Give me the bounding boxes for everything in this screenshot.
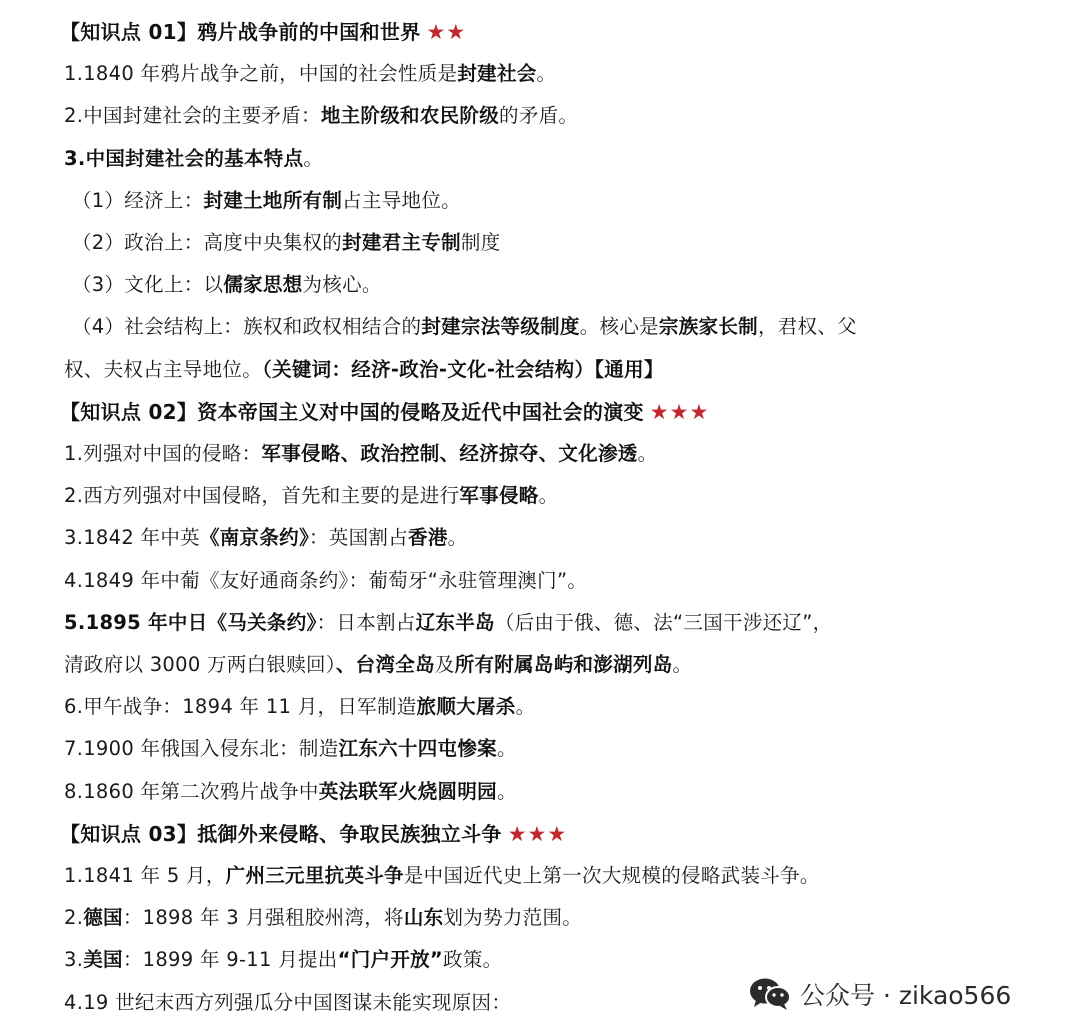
text-run: 2.西方列强对中国侵略，首先和主要的是进行 xyxy=(64,484,460,508)
text-run: （后由于俄、德、法“三国干涉还辽”， xyxy=(494,610,833,634)
text-run: （2）政治上：高度中央集权的 xyxy=(72,231,343,254)
text-run: 1.1841 年 5 月， xyxy=(64,864,226,887)
text-run: 6.甲午战争：1894 年 11 月，日军制造 xyxy=(64,695,417,719)
text-line xyxy=(72,271,382,299)
importance-stars: ★★ xyxy=(426,20,467,44)
text-run: 。核心是 xyxy=(579,315,659,339)
key-term: 5.1895 年中日《马关条约》 xyxy=(64,610,317,634)
importance-stars: ★★★ xyxy=(507,821,568,846)
text-run: 1.1840 年鸦片战争之前，中国的社会性质是 xyxy=(64,62,458,86)
text-line xyxy=(64,60,556,88)
key-term: 德国 xyxy=(83,906,123,930)
text-run: 4.19 世纪末西方列强瓜分中国图谋未能实现原因： xyxy=(64,990,512,1014)
text-line xyxy=(64,904,582,932)
key-term: 军事侵略 xyxy=(459,484,539,508)
watermark-text: 公众号 · zikao566 xyxy=(800,981,1012,1010)
key-term: （关键词：经济-政治-文化-社会结构）【通用】 xyxy=(262,357,664,381)
text-line xyxy=(64,356,664,384)
key-term: 军事侵略、政治控制、经济掠夺、文化渗透 xyxy=(261,442,638,465)
text-line xyxy=(64,778,517,806)
text-run: 。 xyxy=(303,146,324,170)
text-line xyxy=(64,862,820,890)
section-heading xyxy=(60,18,466,46)
text-run: 8.1860 年第二次鸦片战争中 xyxy=(64,779,319,803)
text-run: （3）文化上：以 xyxy=(72,273,224,297)
text-run: ：日本割占 xyxy=(316,610,416,634)
text-run: 。 xyxy=(538,484,559,508)
text-run: 。 xyxy=(515,695,536,719)
section-heading xyxy=(60,820,567,848)
text-run: 权、夫权占主导地位。 xyxy=(64,357,263,381)
text-run: 的矛盾。 xyxy=(499,104,579,128)
key-term: 封建土地所有制 xyxy=(203,188,343,212)
text-line xyxy=(64,735,517,763)
key-term: 《南京条约》 xyxy=(199,526,309,550)
key-term: 地主阶级和农民阶级 xyxy=(320,104,500,128)
text-line xyxy=(64,145,323,173)
watermark xyxy=(748,972,1011,1016)
text-line xyxy=(64,567,587,595)
text-run: 1.列强对中国的侵略： xyxy=(64,442,262,465)
text-line xyxy=(64,989,511,1017)
section-heading-text: 【知识点 02】资本帝国主义对中国的侵略及近代中国社会的演变 xyxy=(60,399,644,424)
text-line xyxy=(64,440,657,468)
text-run: 政策。 xyxy=(443,948,503,972)
text-run: 7.1900 年俄国入侵东北：制造 xyxy=(64,737,339,761)
key-term: 辽东半岛 xyxy=(415,610,495,634)
text-line xyxy=(64,946,502,974)
text-run: 。 xyxy=(496,779,517,803)
text-run: 为核心。 xyxy=(302,273,382,297)
section-heading xyxy=(60,398,709,426)
wechat-icon xyxy=(748,976,792,1012)
key-term: 封建社会 xyxy=(457,62,537,86)
text-run: ：英国割占 xyxy=(309,526,409,550)
key-term: 宗族家长制 xyxy=(658,315,758,339)
key-term: “门户开放” xyxy=(337,948,444,972)
key-term: 3.中国封建社会的基本特点 xyxy=(64,146,304,170)
key-term: 封建宗法等级制度 xyxy=(421,315,580,339)
key-term: 香港 xyxy=(408,526,448,550)
text-run: 4.1849 年中葡《友好通商条约》：葡萄牙“永驻管理澳门”。 xyxy=(64,568,588,592)
text-line xyxy=(72,229,501,257)
text-line xyxy=(72,187,461,215)
key-term: 旅顺大屠杀 xyxy=(416,695,516,719)
text-run: ：1899 年 9-11 月提出 xyxy=(122,948,338,972)
text-run: 。 xyxy=(447,526,468,550)
text-run: （4）社会结构上：族权和政权相结合的 xyxy=(72,315,422,339)
key-term: 封建君主专制 xyxy=(342,231,461,254)
text-run: ，君权、父 xyxy=(757,315,857,339)
text-line xyxy=(64,609,832,637)
text-run: 是中国近代史上第一次大规模的侵略武装斗争。 xyxy=(403,864,820,887)
text-run: 3.1842 年中英 xyxy=(64,526,200,550)
text-run: 3. xyxy=(64,948,84,972)
text-run: （1）经济上： xyxy=(72,188,204,212)
key-term: 广州三元里抗英斗争 xyxy=(225,864,404,887)
text-run: 2. xyxy=(64,906,84,930)
text-line xyxy=(64,102,578,130)
text-line xyxy=(72,313,857,341)
importance-stars: ★★★ xyxy=(649,399,710,424)
section-heading-text: 【知识点 03】抵御外来侵略、争取民族独立斗争 xyxy=(60,821,502,846)
text-run: ：1898 年 3 月强租胶州湾，将 xyxy=(122,906,404,930)
text-run: 。 xyxy=(672,653,693,676)
key-term: 英法联军火烧圆明园 xyxy=(318,779,497,803)
text-run: 。 xyxy=(536,62,557,86)
text-line xyxy=(64,693,535,721)
text-line xyxy=(64,524,467,552)
text-run: 。 xyxy=(496,737,517,761)
key-term: 儒家思想 xyxy=(223,273,303,297)
section-heading-text: 【知识点 01】鸦片战争前的中国和世界 xyxy=(60,20,421,44)
text-line xyxy=(64,482,558,510)
text-line xyxy=(64,651,692,679)
text-run: 制度 xyxy=(460,231,501,254)
text-run: 清政府以 3000 万两白银赎回） xyxy=(64,653,336,676)
key-term: 江东六十四屯惨案 xyxy=(338,737,497,761)
text-run: 及 xyxy=(434,653,455,676)
key-term: 、台湾全岛 xyxy=(335,653,435,676)
text-run: 。 xyxy=(637,442,658,465)
key-term: 山东 xyxy=(403,906,444,930)
text-run: 占主导地位。 xyxy=(342,188,461,212)
key-term: 美国 xyxy=(83,948,123,972)
text-run: 2.中国封建社会的主要矛盾： xyxy=(64,104,321,128)
key-term: 所有附属岛屿和澎湖列岛 xyxy=(454,653,673,676)
text-run: 划为势力范围。 xyxy=(443,906,583,930)
